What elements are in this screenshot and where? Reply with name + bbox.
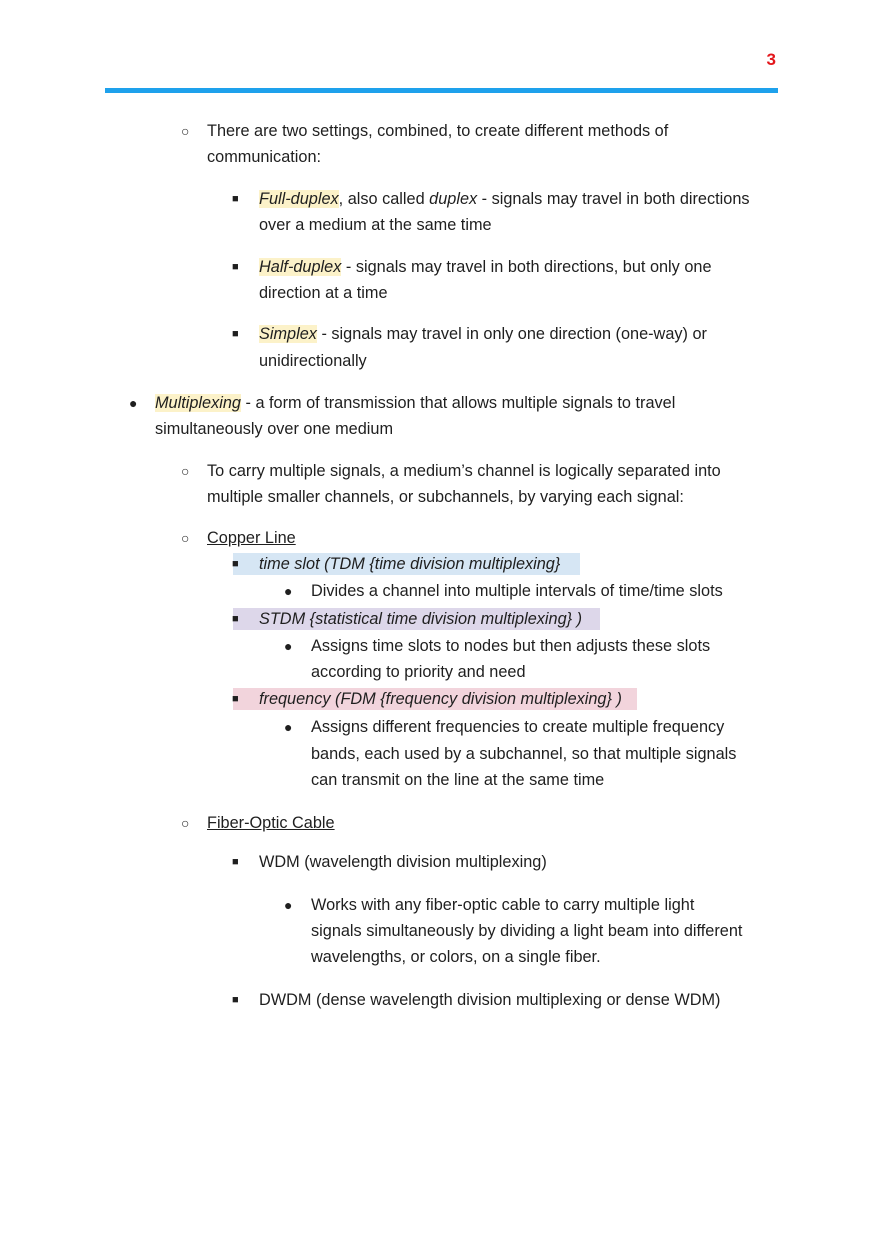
- text-segment: can transmit on the line at the same time: [311, 771, 605, 789]
- list-item-line: [259, 349, 367, 373]
- bullet-icon: ■: [232, 856, 239, 868]
- bullet-icon: ■: [232, 693, 239, 705]
- text-segment: - signals may travel in only one direction (one-way) or: [316, 325, 707, 343]
- bullet-icon: ●: [129, 395, 138, 411]
- list-item-line: [311, 893, 694, 917]
- bullet-icon: ■: [232, 994, 239, 1006]
- list-item-line: [259, 988, 720, 1012]
- list-item-line: [155, 417, 393, 441]
- list-item-line: [207, 485, 684, 509]
- text-segment: over a medium at the same time: [259, 216, 492, 234]
- text-segment: signals simultaneously by dividing a light beam into different: [311, 922, 743, 940]
- bullet-icon: ●: [284, 897, 293, 913]
- page-number: 3: [766, 50, 776, 69]
- list-item-line: [311, 742, 736, 766]
- text-segment: communication:: [207, 148, 322, 166]
- text-segment: Divides a channel into multiple intervals of time/time slots: [311, 582, 723, 600]
- list-item-line: [207, 526, 296, 550]
- text-segment: DWDM (dense wavelength division multiplexing or dense WDM): [259, 991, 721, 1009]
- header-rule: [105, 88, 778, 93]
- text-segment: frequency (FDM {frequency division multiplexing} ): [259, 690, 622, 708]
- text-segment: simultaneously over one medium: [155, 420, 394, 438]
- bullet-icon: ●: [284, 583, 293, 599]
- list-item-line: [259, 687, 622, 711]
- list-item-line: [259, 281, 388, 305]
- list-item-line: [311, 634, 710, 658]
- bullet-icon: ○: [181, 463, 190, 479]
- text-segment: - a form of transmission that allows multiple signals to travel: [240, 394, 676, 412]
- bullet-icon: ■: [232, 193, 239, 205]
- text-segment: bands, each used by a subchannel, so that multiple signals: [311, 745, 737, 763]
- highlighted-term: Half-duplex: [259, 258, 342, 276]
- list-item-line: [311, 715, 724, 739]
- list-item-line: [259, 552, 560, 576]
- bullet-icon: ■: [232, 613, 239, 625]
- list-item-line: [207, 145, 321, 169]
- section-heading: Copper Line: [207, 529, 296, 547]
- list-item-line: [207, 459, 721, 483]
- bullet-icon: ○: [181, 123, 190, 139]
- text-segment: - signals may travel in both directions, but only one: [341, 258, 712, 276]
- bullet-icon: ○: [181, 815, 190, 831]
- list-item-line: [311, 768, 604, 792]
- bullet-icon: ●: [284, 719, 293, 735]
- text-segment: To carry multiple signals, a medium’s channel is logically separated into: [207, 462, 721, 480]
- bullet-icon: ●: [284, 638, 293, 654]
- list-item-line: [259, 213, 492, 237]
- list-item-line: [259, 255, 712, 279]
- bullet-icon: ■: [232, 558, 239, 570]
- bullet-icon: ■: [232, 261, 239, 273]
- text-segment: wavelengths, or colors, on a single fiber.: [311, 948, 601, 966]
- highlighted-term: Multiplexing: [155, 394, 241, 412]
- list-item-line: [259, 850, 547, 874]
- text-segment: unidirectionally: [259, 352, 367, 370]
- text-segment: Assigns time slots to nodes but then adjusts these slots: [311, 637, 711, 655]
- text-segment: Assigns different frequencies to create multiple frequency: [311, 718, 725, 736]
- text-segment: - signals may travel in both directions: [477, 190, 750, 208]
- list-item-line: [207, 811, 335, 835]
- bullet-icon: ■: [232, 328, 239, 340]
- text-segment: There are two settings, combined, to create different methods of: [207, 122, 669, 140]
- text-segment: multiple smaller channels, or subchannels, by varying each signal:: [207, 488, 684, 506]
- list-item-line: [207, 119, 668, 143]
- text-segment: STDM {statistical time division multiplexing} ): [259, 610, 583, 628]
- text-segment: duplex: [429, 190, 478, 208]
- text-segment: according to priority and need: [311, 663, 526, 681]
- list-item-line: [311, 945, 601, 969]
- list-item-line: [155, 391, 675, 415]
- list-item-line: [259, 187, 750, 211]
- list-item-line: [311, 919, 742, 943]
- section-heading: Fiber-Optic Cable: [207, 814, 335, 832]
- list-item-line: [259, 322, 707, 346]
- list-item-line: [311, 579, 723, 603]
- text-segment: , also called: [338, 190, 430, 208]
- text-segment: direction at a time: [259, 284, 388, 302]
- text-segment: time slot (TDM {time division multiplexing}: [259, 555, 561, 573]
- highlighted-term: Full-duplex: [259, 190, 339, 208]
- text-segment: WDM (wavelength division multiplexing): [259, 853, 547, 871]
- text-segment: Works with any fiber-optic cable to carry multiple light: [311, 896, 695, 914]
- bullet-icon: ○: [181, 530, 190, 546]
- highlighted-term: Simplex: [259, 325, 317, 343]
- list-item-line: [311, 660, 526, 684]
- list-item-line: [259, 607, 582, 631]
